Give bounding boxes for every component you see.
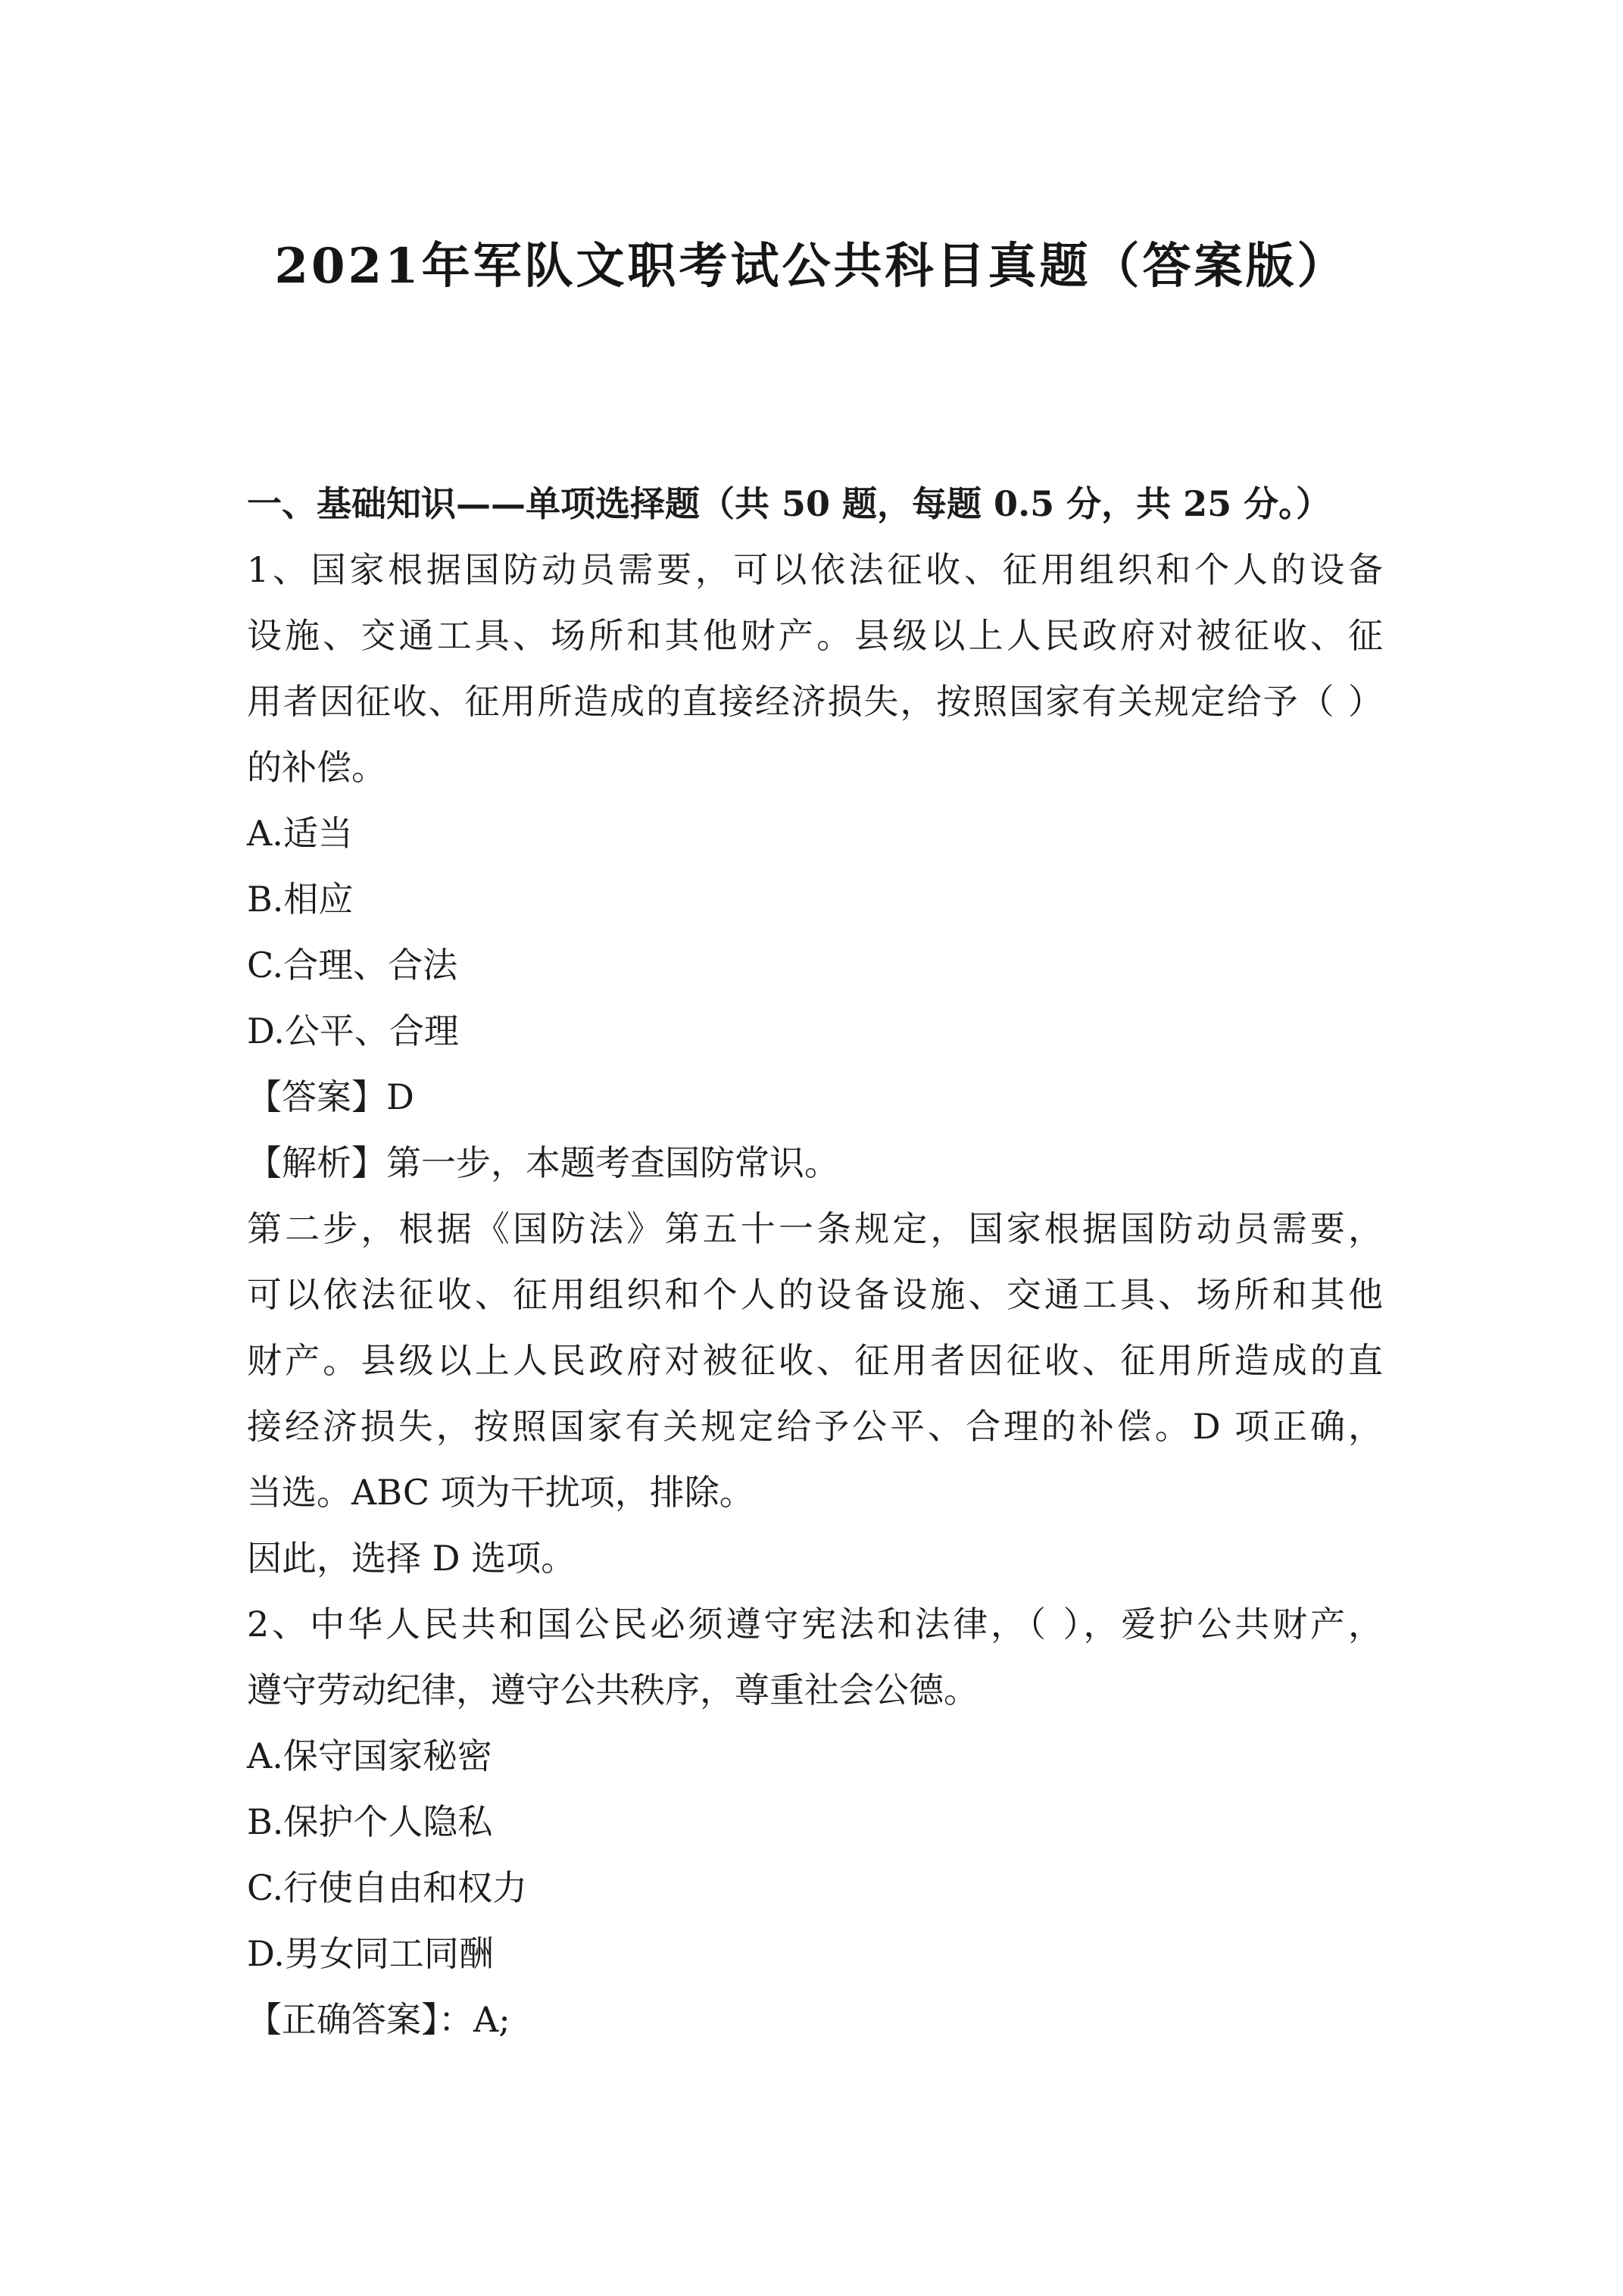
question-2 <box>247 1592 1383 2053</box>
option-c: C.合理、合法 <box>247 945 458 986</box>
question-text-line: 遵守劳动纪律，遵守公共秩序，尊重社会公德。 <box>247 1670 978 1710</box>
document-body <box>247 471 1383 2053</box>
analysis-line: 第二步，根据《国防法》第五十一条规定，国家根据国防动员需要， <box>247 1208 1383 1249</box>
analysis-line: 可以依法征收、征用组织和个人的设备设施、交通工具、场所和其他 <box>247 1274 1383 1315</box>
option-d: D.公平、合理 <box>247 1011 459 1051</box>
option-d: D.男女同工同酬 <box>247 1933 494 1974</box>
question-1 <box>247 537 1383 1592</box>
question-text-line: 用者因征收、征用所造成的直接经济损失，按照国家有关规定给予（ ） <box>247 681 1383 722</box>
analysis-line: 财产。县级以上人民政府对被征收、征用者因征收、征用所造成的直 <box>247 1340 1383 1381</box>
option-a: A.保守国家秘密 <box>247 1735 492 1776</box>
option-a: A.适当 <box>247 813 353 854</box>
analysis-line: 因此，选择 D 选项。 <box>247 1538 576 1579</box>
section-heading: 一、基础知识——单项选择题（共 50 题，每题 0.5 分，共 25 分。） <box>247 483 1331 524</box>
analysis-line: 接经济损失，按照国家有关规定给予公平、合理的补偿。D 项正确， <box>247 1406 1383 1447</box>
question-text-line: 设施、交通工具、场所和其他财产。县级以上人民政府对被征收、征 <box>247 615 1383 656</box>
question-text-line: 2、中华人民共和国公民必须遵守宪法和法律，（ ），爱护公共财产， <box>247 1604 1383 1645</box>
option-b: B.相应 <box>247 879 354 920</box>
page-title: 2021年军队文职考试公共科目真题（答案版） <box>274 238 1349 295</box>
option-c: C.行使自由和权力 <box>247 1867 528 1908</box>
analysis-line: 当选。ABC 项为干扰项，排除。 <box>247 1472 754 1513</box>
analysis-line: 【解析】第一步，本题考查国防常识。 <box>247 1142 839 1183</box>
question-text-line: 1、国家根据国防动员需要，可以依法征收、征用组织和个人的设备 <box>247 549 1383 590</box>
answer: 【答案】D <box>247 1076 414 1117</box>
question-text-line: 的补偿。 <box>247 747 386 788</box>
answer: 【正确答案】：A; <box>247 1999 510 2040</box>
option-b: B.保护个人隐私 <box>247 1801 493 1842</box>
